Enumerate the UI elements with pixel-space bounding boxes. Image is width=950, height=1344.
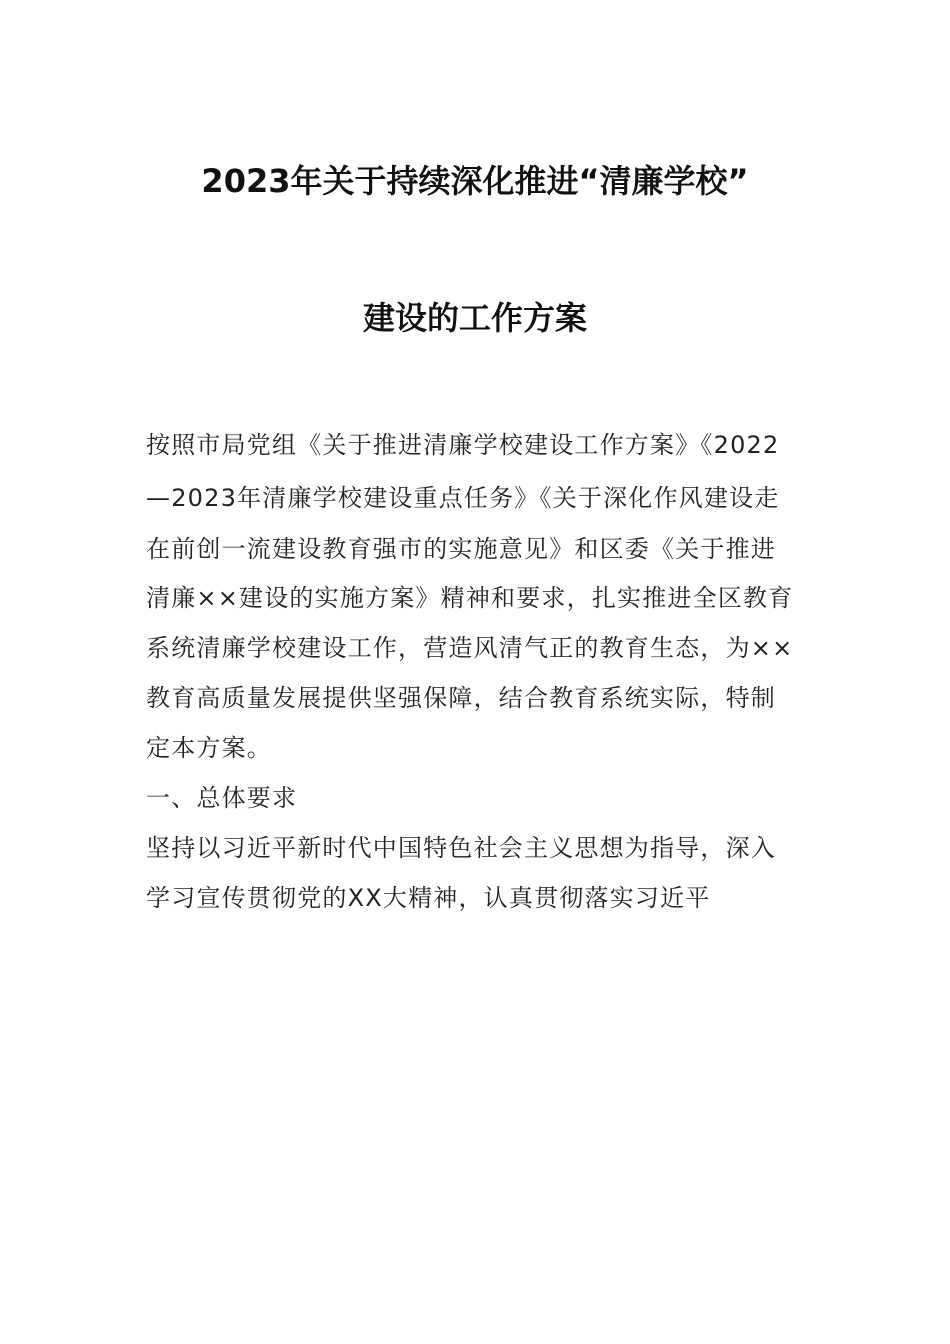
paragraph-line-10: 学习宣传贯彻党的XX大精神，认真贯彻落实习近平 (146, 884, 711, 912)
paragraph-line-6: 教育高质量发展提供坚强保障，结合教育系统实际，特制 (146, 684, 776, 712)
paragraph-line-9: 坚持以习近平新时代中国特色社会主义思想为指导，深入 (146, 834, 776, 862)
document-title-line-2: 建设的工作方案 (362, 299, 587, 337)
paragraph-line-4: 清廉××建设的实施方案》精神和要求，扎实推进全区教育 (146, 584, 794, 612)
paragraph-line-1: 按照市局党组《关于推进清廉学校建设工作方案》《2022 (146, 431, 780, 459)
paragraph-line-7: 定本方案。 (146, 734, 272, 762)
section-heading: 一、总体要求 (146, 784, 298, 812)
paragraph-line-3: 在前创一流建设教育强市的实施意见》和区委《关于推进 (146, 535, 776, 563)
document-title-line-1: 2023年关于持续深化推进“清廉学校” (201, 162, 749, 200)
paragraph-line-2: —2023年清廉学校建设重点任务》《关于深化作风建设走 (146, 484, 780, 512)
paragraph-line-5: 系统清廉学校建设工作，营造风清气正的教育生态，为×× (146, 634, 794, 662)
